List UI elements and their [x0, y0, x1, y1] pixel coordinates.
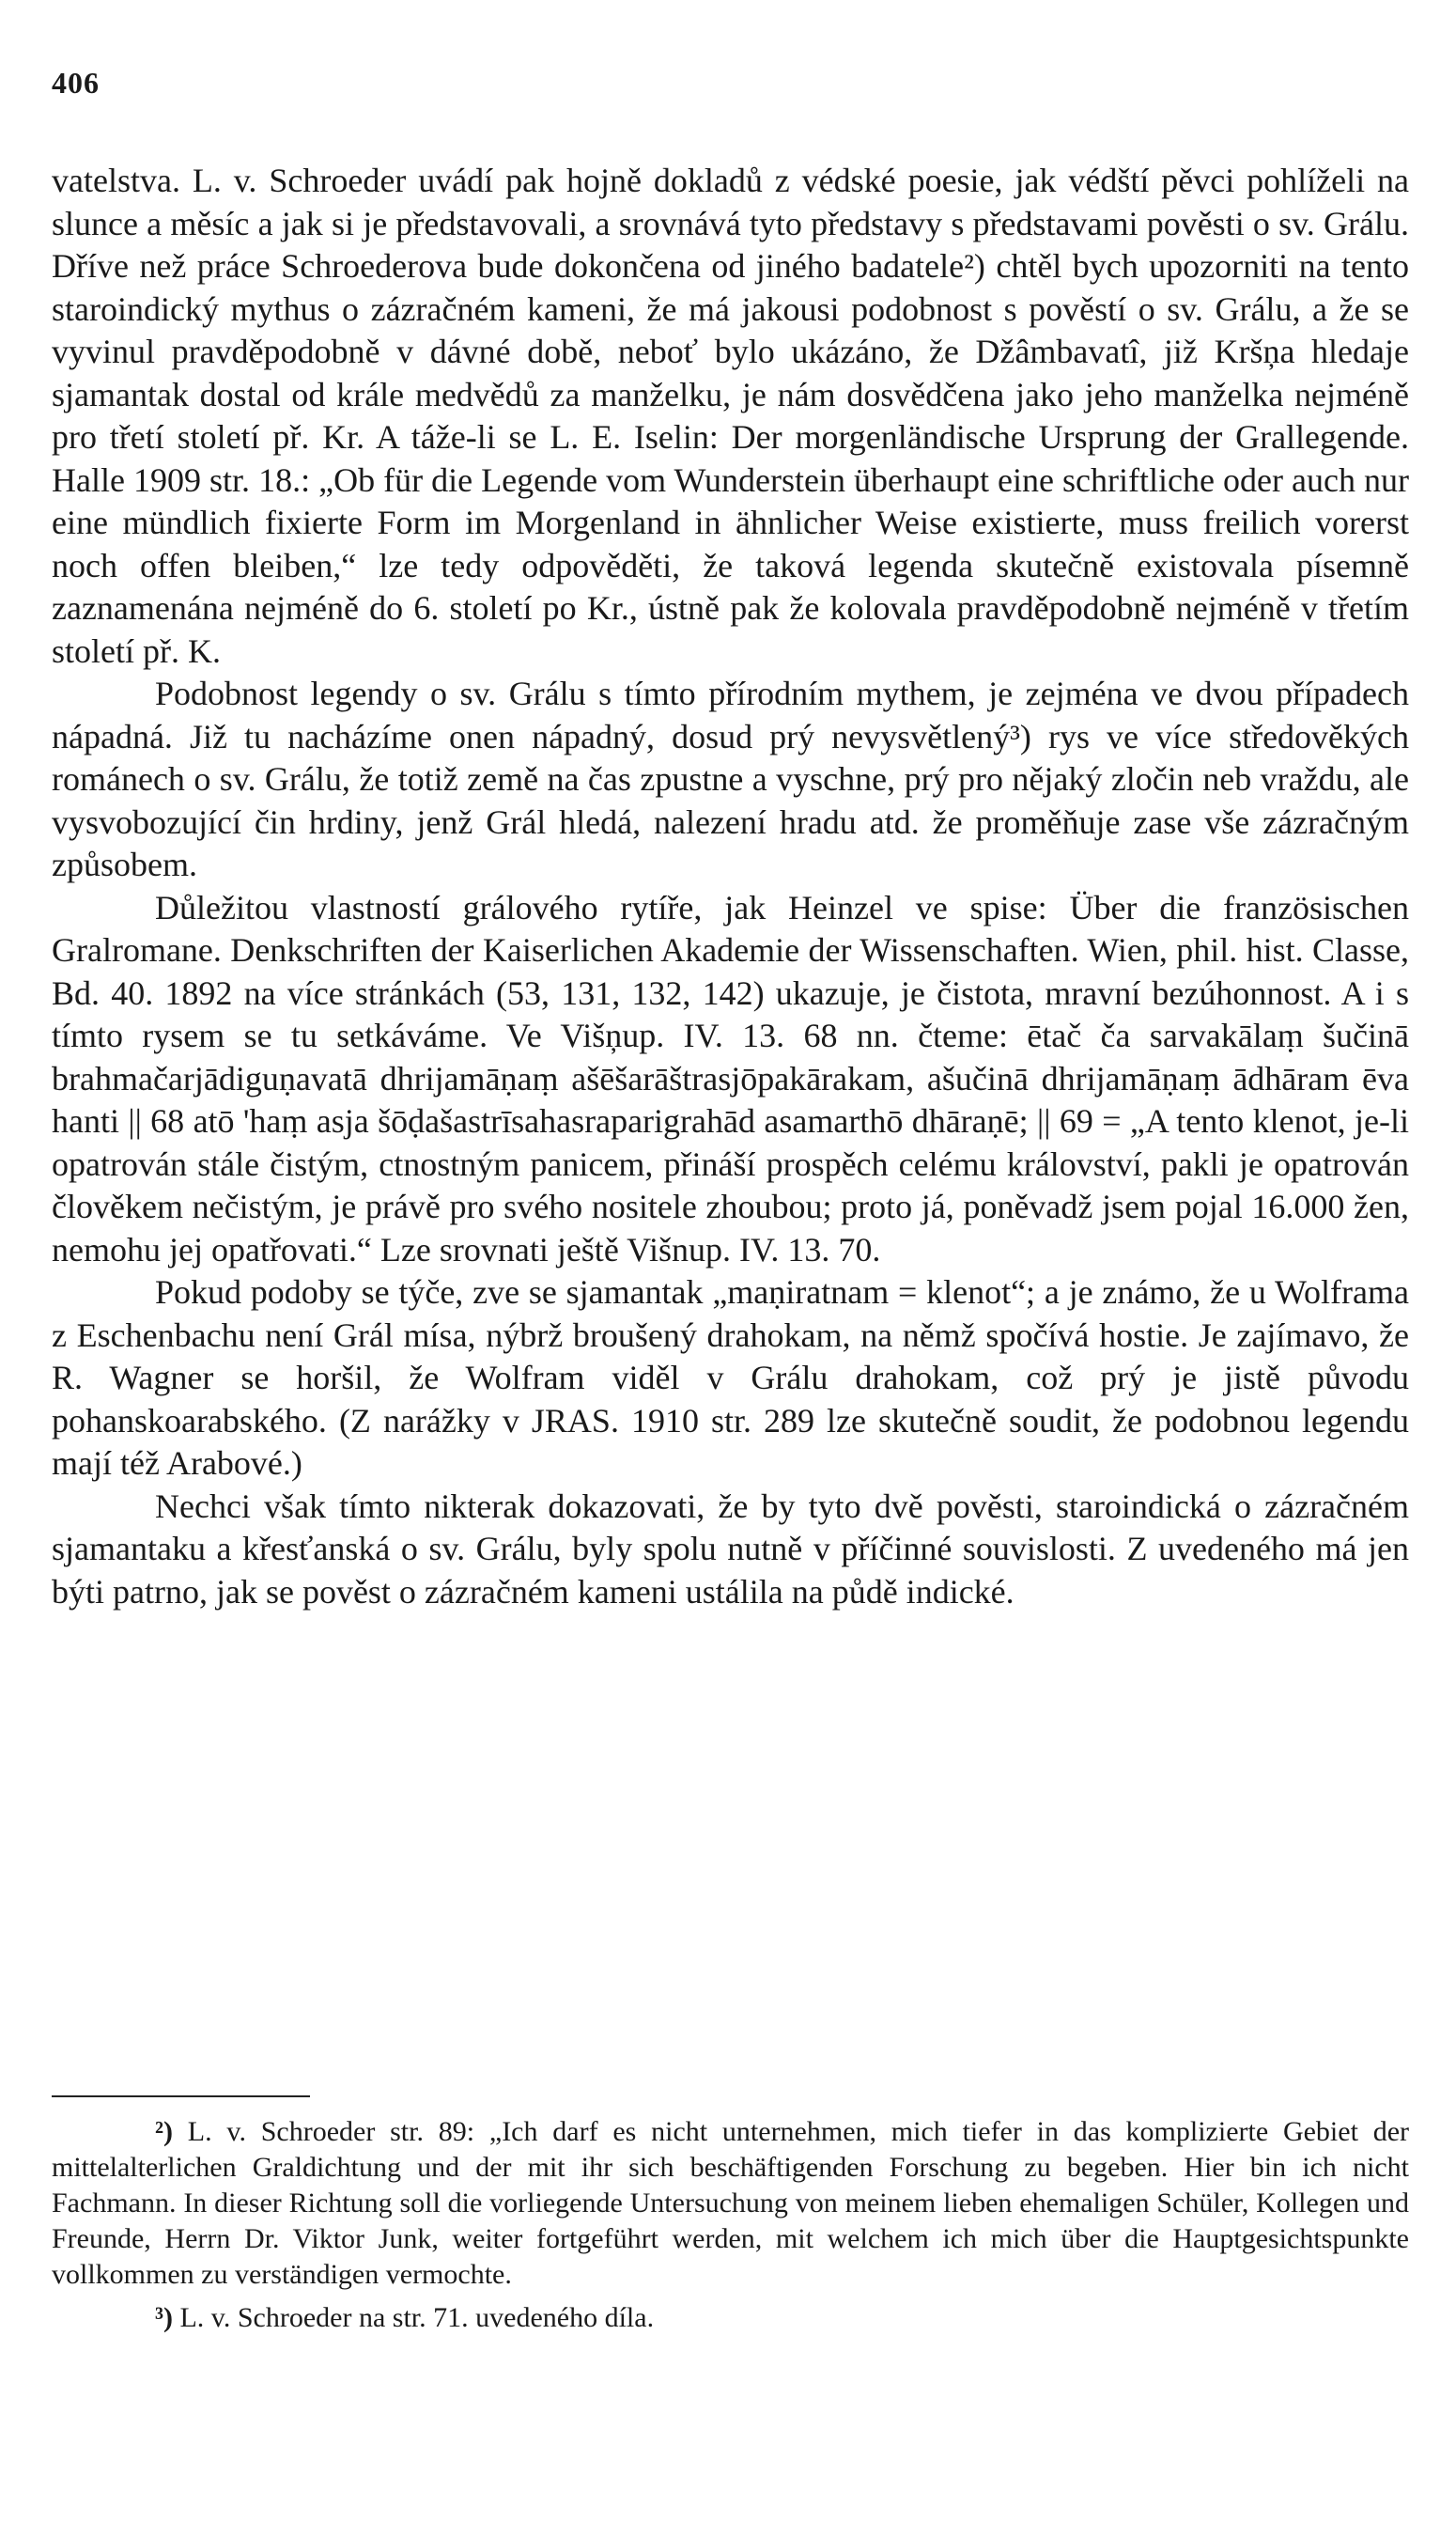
footnote-3 [52, 2300, 1409, 2336]
footnote-3-text: L. v. Schroeder na str. 71. uvedeného díla. [179, 2302, 655, 2333]
paragraph-2: Podobnost legendy o sv. Grálu s tímto přírodním mythem, je zejména ve dvou případech nápadná. Již tu nacházíme onen nápadný, dosud prý nevysvětlený³) rys ve více středověkých románech o sv. Grálu, že totiž země na čas zpustne a vyschne, prý pro nějaký zločin neb vraždu, ale vysvobozující čin hrdiny, jenž Grál hledá, nalezení hradu atd. že proměňuje zase vše zázračným způsobem. [52, 675, 1409, 883]
paragraph-4: Pokud podoby se týče, zve se sjamantak „maṇiratnam = klenot“; a je známo, že u Wolframa z Eschenbachu není Grál mísa, nýbrž broušený drahokam, na němž spočívá hostie. Je zajímavo, že R. Wagner se horšil, že Wolfram viděl v Grálu drahokam, což prý je jistě původu pohanskoarabského. (Z narážky v JRAS. 1910 str. 289 lze skutečně soudit, že podobnou legendu mají též Arabové.) [52, 1273, 1409, 1482]
paragraph-5: Nechci však tímto nikterak dokazovati, že by tyto dvě pověsti, staroindická o zázračném sjamantaku a křesťanská o sv. Grálu, byly spolu nutně v příčinné souvislosti. Z uvedeného má jen býti patrno, jak se pověst o zázračném kameni ustálila na půdě indické. [52, 1487, 1409, 1611]
paragraph-1: vatelstva. L. v. Schroeder uvádí pak hojně dokladů z védské poesie, jak védští pěvci pohlíželi na slunce a měsíc a jak si je představovali, a srovnává tyto představy s představami pověsti o sv. Grálu. Dříve než práce Schroederova bude dokončena od jiného badatele²) chtěl bych upozorniti na tento staroindický mythus o zázračném kameni, že má jakousi podobnost s pověstí o sv. Grálu, a že se vyvinul pravděpodobně v dávné době, neboť bylo ukázáno, že Džâmbavatî, již Kršņa hledaje sjamantak dostal od krále medvědů za manželku, je nám dosvědčena jako jeho manželka nejméně pro třetí století př. Kr. A táže-li se L. E. Iselin: Der morgenländische Ursprung der Grallegende. Halle 1909 str. 18.: „Ob für die Legende vom Wunderstein überhaupt eine schriftliche oder auch nur eine mündlich fixierte Form im Morgenland in ähnlicher Weise existierte, muss freilich vorerst noch offen bleiben,“ lze tedy odpověděti, že taková legenda skutečně existovala písemně zaznamenána nejméně do 6. století po Kr., ústně pak že kolovala pravděpodobně nejméně v třetím století př. K. [52, 162, 1409, 670]
footnote-2-text: L. v. Schroeder str. 89: „Ich darf es nicht unternehmen, mich tiefer in das komplizierte Gebiet der mittelalterlichen Graldichtung und der mit ihr sich beschäftigenden Forschung zu begeben. Hier bin ich nicht Fachmann. In dieser Richtung soll die vorliegende Untersuchung von meinem lieben ehemaligen Schüler, Kollegen und Freunde, Herrn Dr. Viktor Junk, weiter fortgeführt werden, mit welchem ich mich über die Hauptgesichtspunkte vollkommen zu verständigen vermochte. [52, 2116, 1409, 2290]
footnote-3-mark: ³) [155, 2302, 173, 2333]
paragraph-3: Důležitou vlastností grálového rytíře, jak Heinzel ve spise: Über die französischen Gralromane. Denkschriften der Kaiserlichen Akademie der Wissenschaften. Wien, phil. hist. Classe, Bd. 40. 1892 na více stránkách (53, 131, 132, 142) ukazuje, je čistota, mravní bezúhonnost. A i s tímto rysem se tu setkáváme. Ve Višņup. IV. 13. 68 nn. čteme: ētač ča sarvakālaṃ šučinā brahmačarjādiguṇavatā dhrijamāṇaṃ ašēšarāštrasjōpakārakam, ašučinā dhrijamāṇaṃ ādhāram ēva hanti || 68 atō 'haṃ asja šōḍašastrīsahasraparigrahād asamarthō dhāraṇē; || 69 = „A tento klenot, je-li opatrován stále čistým, ctnostným panicem, přináší prospěch celému království, pakli je opatrován člověkem nečistým, je právě pro svého nositele zhoubou; proto já, poněvadž jsem pojal 16.000 žen, nemohu jej opatřovati.“ Lze srovnati ještě Višnup. IV. 13. 70. [52, 888, 1409, 1269]
page-number: 406 [52, 66, 100, 100]
footnote-2 [52, 2114, 1409, 2293]
footnotes [52, 2114, 1409, 2343]
footnote-divider [52, 2095, 310, 2097]
footnote-2-mark: ²) [155, 2116, 173, 2147]
body-text [52, 160, 1409, 1613]
